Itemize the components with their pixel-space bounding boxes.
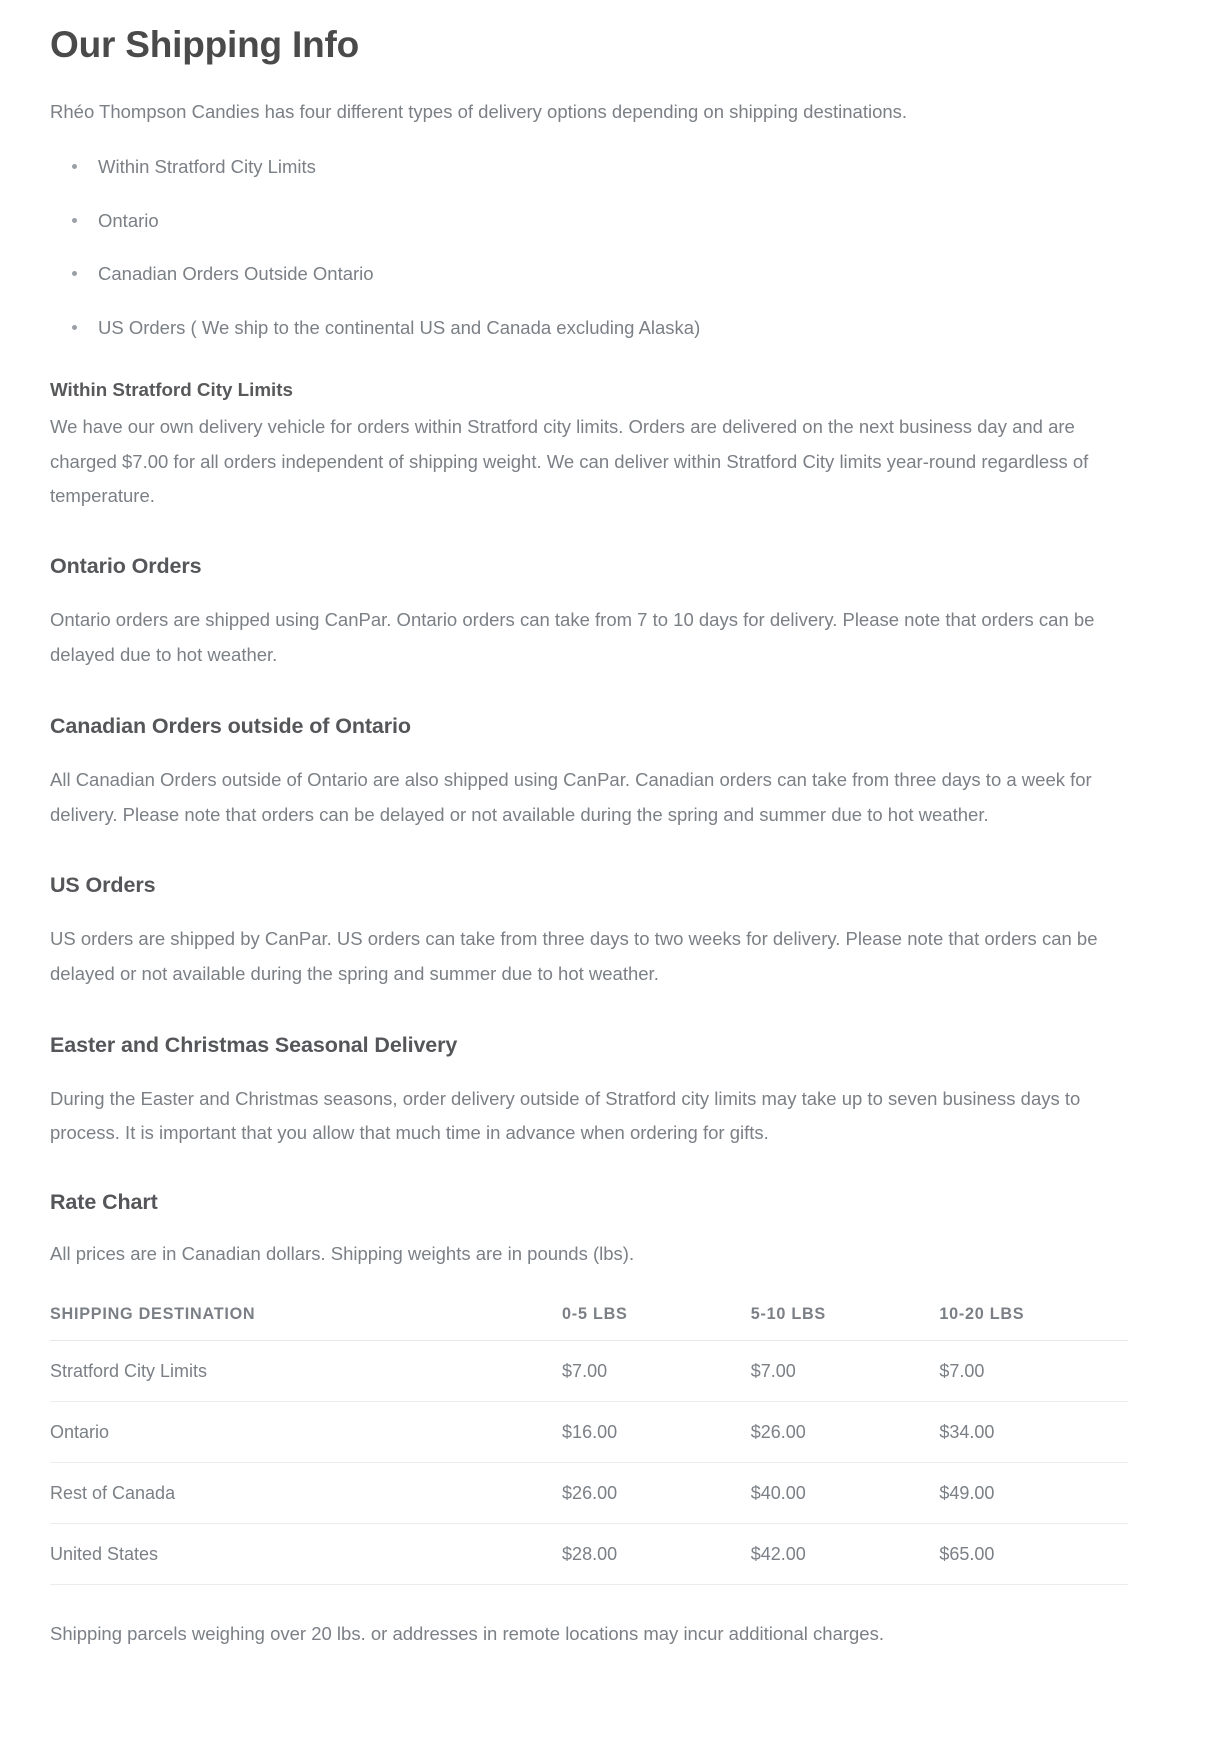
section-canada [50,713,1128,832]
delivery-option-label: Canadian Orders Outside Ontario [98,263,374,285]
cell-rate-0-5: $26.00 [562,1462,751,1523]
cell-rate-5-10: $26.00 [751,1401,940,1462]
cell-destination: Rest of Canada [50,1462,562,1523]
cell-destination: Stratford City Limits [50,1340,562,1401]
list-item [50,153,1128,181]
section-heading-rate-chart: Rate Chart [50,1190,158,1215]
table-row [50,1340,1128,1401]
section-heading-us: US Orders [50,873,156,898]
list-item [50,207,1128,235]
section-heading-stratford: Within Stratford City Limits [50,378,293,400]
list-item [50,260,1128,288]
table-head [50,1305,1128,1341]
cell-rate-0-5: $28.00 [562,1523,751,1584]
section-heading-seasonal: Easter and Christmas Seasonal Delivery [50,1032,458,1057]
section-heading-ontario: Ontario Orders [50,554,202,579]
section-us [50,872,1128,991]
rate-chart-footnote: Shipping parcels weighing over 20 lbs. or addresses in remote locations may incur additional charges. [50,1622,884,1644]
section-body-ontario: Ontario orders are shipped using CanPar. Ontario orders can take from 7 to 10 days for delivery. Please note that orders can be delayed due to hot weather. [50,609,1095,666]
section-body-us: US orders are shipped by CanPar. US orders can take from three days to two weeks for delivery. Please note that orders can be delayed or not available during the spring and summer due to hot weather. [50,928,1098,984]
section-body-stratford: We have our own delivery vehicle for orders within Stratford city limits. Orders are delivered on the next business day and are charged $7.00 for all orders independent of shipping weight. We can deliver within Stratford City limits year-round regardless of temperature. [50,416,1089,506]
cell-rate-10-20: $7.00 [939,1340,1128,1401]
cell-rate-10-20: $65.00 [939,1523,1128,1584]
section-body-canada: All Canadian Orders outside of Ontario are also shipped using CanPar. Canadian orders can take from three days to a week for delivery. Please note that orders can be delayed or not available during the spring and summer due to hot weather. [50,768,1092,825]
table-row [50,1462,1128,1523]
cell-rate-10-20: $34.00 [939,1401,1128,1462]
rate-chart-table [50,1305,1128,1585]
section-rate-chart [50,1189,1128,1648]
delivery-option-label: Within Stratford City Limits [98,155,316,177]
column-header-10-20-lbs: 10-20 LBS [939,1305,1128,1341]
intro-paragraph: Rhéo Thompson Candies has four different types of delivery options depending on shipping destinations. [50,101,908,123]
section-heading-canada: Canadian Orders outside of Ontario [50,713,411,738]
delivery-option-label: Ontario [98,209,159,231]
delivery-option-label: US Orders ( We ship to the continental US and Canada excluding Alaska) [98,317,701,339]
table-body [50,1340,1128,1584]
cell-destination: Ontario [50,1401,562,1462]
column-header-5-10-lbs: 5-10 LBS [751,1305,940,1341]
cell-rate-5-10: $42.00 [751,1523,940,1584]
column-header-0-5-lbs: 0-5 LBS [562,1305,751,1341]
cell-rate-10-20: $49.00 [939,1462,1128,1523]
cell-destination: United States [50,1523,562,1584]
cell-rate-5-10: $40.00 [751,1462,940,1523]
table-header-row [50,1305,1128,1341]
section-stratford [50,376,1128,513]
table-row [50,1523,1128,1584]
cell-rate-0-5: $7.00 [562,1340,751,1401]
column-header-destination: SHIPPING DESTINATION [50,1305,562,1341]
cell-rate-0-5: $16.00 [562,1401,751,1462]
section-body-seasonal: During the Easter and Christmas seasons, order delivery outside of Stratford city limits may take up to seven business days to process. It is important that you allow that much time in advance when ordering for gifts. [50,1087,1081,1144]
cell-rate-5-10: $7.00 [751,1340,940,1401]
table-row [50,1401,1128,1462]
delivery-options-list [50,153,1128,342]
section-seasonal [50,1032,1128,1151]
section-ontario [50,553,1128,672]
list-item [50,314,1128,342]
page-title: Our Shipping Info [50,24,359,65]
rate-chart-lead: All prices are in Canadian dollars. Shipping weights are in pounds (lbs). [50,1243,635,1265]
